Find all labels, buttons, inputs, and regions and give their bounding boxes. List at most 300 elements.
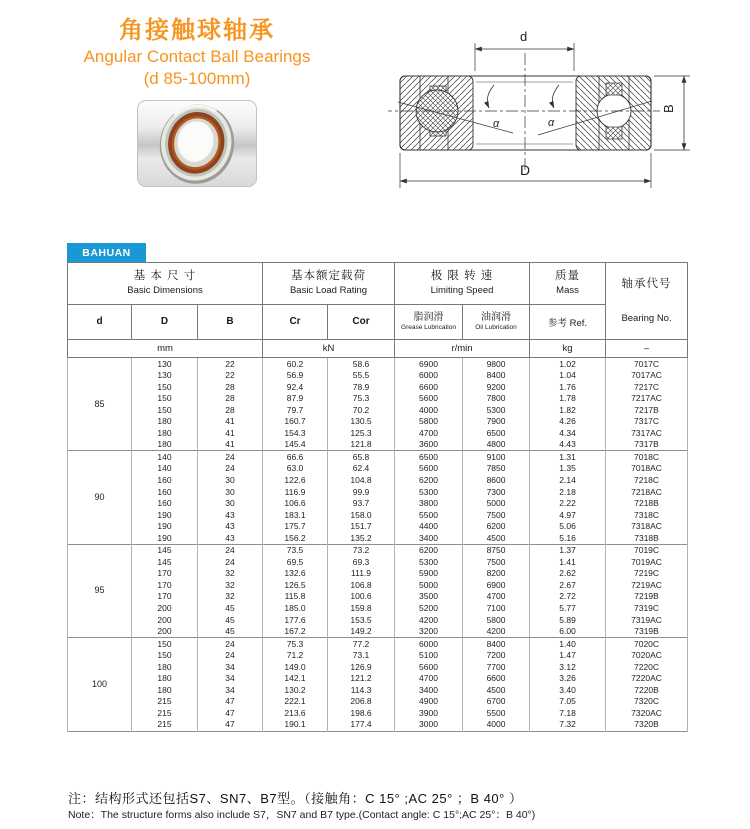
cell: 126.5	[263, 579, 328, 591]
bearing-no-cn: 轴承代号	[621, 278, 672, 290]
col-group-mass	[530, 263, 606, 305]
cell: 3.26	[530, 673, 606, 685]
cell: 177.6	[263, 614, 328, 626]
cell: 180	[132, 684, 198, 696]
cell: 1.40	[530, 638, 606, 650]
cell: 65.8	[328, 451, 395, 463]
cell: 55.5	[328, 370, 395, 382]
col-oil	[463, 304, 530, 339]
cell: 150	[132, 638, 198, 650]
cell: 8600	[463, 474, 530, 486]
table-row	[68, 626, 688, 638]
page-title-size-range: (d 85-100mm)	[143, 69, 251, 88]
table-row	[68, 451, 688, 463]
cell: 6600	[463, 673, 530, 685]
cell: 73.5	[263, 544, 328, 556]
cell: 130	[132, 370, 198, 382]
table-row	[68, 591, 688, 603]
cell: 6000	[395, 638, 463, 650]
table-row	[68, 463, 688, 475]
d-group-label: 85	[68, 358, 132, 451]
cell: 7318B	[606, 532, 688, 544]
col-d: d	[68, 304, 132, 339]
cell: 34	[198, 684, 263, 696]
cell: 1.37	[530, 544, 606, 556]
bearing-no-en: Bearing No.	[621, 313, 672, 324]
cell: 7317C	[606, 416, 688, 428]
cell: 28	[198, 381, 263, 393]
cell: 5300	[395, 486, 463, 498]
cell: 7019AC	[606, 556, 688, 568]
col-D: D	[132, 304, 198, 339]
cell: 56.9	[263, 370, 328, 382]
cell: 154.3	[263, 427, 328, 439]
dim-label-B: B	[661, 104, 676, 113]
cell: 116.9	[263, 486, 328, 498]
cell: 5900	[395, 568, 463, 580]
cell: 7017C	[606, 358, 688, 370]
cell: 222.1	[263, 696, 328, 708]
cell: 7220B	[606, 684, 688, 696]
oil-en: Oil Lubrication	[475, 323, 517, 331]
cell: 1.41	[530, 556, 606, 568]
cell: 3400	[395, 684, 463, 696]
cell: 3000	[395, 719, 463, 731]
cell: 78.9	[328, 381, 395, 393]
cell: 215	[132, 719, 198, 731]
cell: 4.97	[530, 509, 606, 521]
cell: 7319AC	[606, 614, 688, 626]
cell: 3600	[395, 439, 463, 451]
cell: 4700	[395, 427, 463, 439]
cell: 22	[198, 358, 263, 370]
cell: 4200	[463, 626, 530, 638]
cell: 142.1	[263, 673, 328, 685]
cell: 190	[132, 532, 198, 544]
mass-en: Mass	[556, 285, 579, 297]
table-row	[68, 404, 688, 416]
cell: 9800	[463, 358, 530, 370]
cell: 99.9	[328, 486, 395, 498]
cell: 7320B	[606, 719, 688, 731]
table-row	[68, 532, 688, 544]
cell: 145	[132, 544, 198, 556]
d-group-label: 100	[68, 638, 132, 731]
table-row	[68, 638, 688, 650]
cell: 92.4	[263, 381, 328, 393]
cell: 7500	[463, 509, 530, 521]
cell: 150	[132, 650, 198, 662]
unit-mm: mm	[68, 340, 263, 358]
cell: 7200	[463, 650, 530, 662]
cell: 71.2	[263, 650, 328, 662]
table-row	[68, 521, 688, 533]
cell: 7850	[463, 463, 530, 475]
cell: 47	[198, 707, 263, 719]
cell: 7320C	[606, 696, 688, 708]
cell: 6.00	[530, 626, 606, 638]
cell: 190	[132, 509, 198, 521]
cell: 43	[198, 532, 263, 544]
d-group-label: 95	[68, 544, 132, 637]
cell: 190	[132, 521, 198, 533]
unit-kn: kN	[263, 340, 395, 358]
table-group-header-row	[68, 263, 688, 305]
oil-cn: 油润滑	[481, 311, 512, 323]
table-row	[68, 602, 688, 614]
cell: 4000	[463, 719, 530, 731]
table-row	[68, 684, 688, 696]
note-cn: 注：结构形式还包括S7、SN7、B7型。（接触角：C 15° ;AC 25° ；B 40° ）	[68, 791, 523, 806]
cell: 1.31	[530, 451, 606, 463]
cell: 2.62	[530, 568, 606, 580]
basic-dimensions-en: Basic Dimensions	[127, 285, 203, 297]
cell: 6200	[463, 521, 530, 533]
cell: 7217AC	[606, 393, 688, 405]
grease-en: Grease Lubrication	[401, 323, 456, 331]
cell: 151.7	[328, 521, 395, 533]
col-B: B	[198, 304, 263, 339]
cell: 7218AC	[606, 486, 688, 498]
cell: 47	[198, 696, 263, 708]
cell: 111.9	[328, 568, 395, 580]
cell: 22	[198, 370, 263, 382]
dim-label-D: D	[520, 162, 531, 178]
cell: 24	[198, 451, 263, 463]
cell: 8400	[463, 638, 530, 650]
cell: 3.12	[530, 661, 606, 673]
cell: 177.4	[328, 719, 395, 731]
cell: 7300	[463, 486, 530, 498]
cell: 47	[198, 719, 263, 731]
table-row	[68, 707, 688, 719]
cell: 140	[132, 463, 198, 475]
table-row	[68, 439, 688, 451]
table-units-row	[68, 340, 688, 358]
cell: 45	[198, 614, 263, 626]
cell: 3900	[395, 707, 463, 719]
cell: 215	[132, 707, 198, 719]
limiting-speed-cn: 极 限 转 速	[430, 270, 494, 283]
cell: 130.5	[328, 416, 395, 428]
cell: 190.1	[263, 719, 328, 731]
cell: 170	[132, 568, 198, 580]
cell: 2.67	[530, 579, 606, 591]
cell: 63.0	[263, 463, 328, 475]
cell: 32	[198, 568, 263, 580]
cell: 7500	[463, 556, 530, 568]
cell: 150	[132, 381, 198, 393]
cell: 104.8	[328, 474, 395, 486]
cell: 8750	[463, 544, 530, 556]
cell: 4500	[463, 532, 530, 544]
cell: 3800	[395, 498, 463, 510]
cell: 4200	[395, 614, 463, 626]
cell: 6200	[395, 474, 463, 486]
cell: 200	[132, 602, 198, 614]
cell: 5600	[395, 463, 463, 475]
col-ref: 参考 Ref.	[530, 304, 606, 339]
cell: 1.78	[530, 393, 606, 405]
cell: 7.32	[530, 719, 606, 731]
cell: 4800	[463, 439, 530, 451]
cell: 7318C	[606, 509, 688, 521]
cell: 7217C	[606, 381, 688, 393]
page-title-en: Angular Contact Ball Bearings	[83, 47, 311, 66]
cell: 4.43	[530, 439, 606, 451]
cell: 7220C	[606, 661, 688, 673]
table-row	[68, 486, 688, 498]
cell: 132.6	[263, 568, 328, 580]
cell: 4.26	[530, 416, 606, 428]
cell: 77.2	[328, 638, 395, 650]
table-row	[68, 393, 688, 405]
cell: 3500	[395, 591, 463, 603]
unit-dash: –	[606, 340, 688, 358]
d-group-label: 90	[68, 451, 132, 544]
cell: 5000	[463, 498, 530, 510]
cell: 24	[198, 638, 263, 650]
cell: 130.2	[263, 684, 328, 696]
cell: 121.8	[328, 439, 395, 451]
cell: 7319B	[606, 626, 688, 638]
cell: 28	[198, 393, 263, 405]
cell: 180	[132, 416, 198, 428]
cell: 5.16	[530, 532, 606, 544]
table-row	[68, 673, 688, 685]
cell: 1.82	[530, 404, 606, 416]
cell: 1.76	[530, 381, 606, 393]
table-row	[68, 719, 688, 731]
cell: 215	[132, 696, 198, 708]
cell: 7219AC	[606, 579, 688, 591]
cell: 180	[132, 673, 198, 685]
table-row	[68, 579, 688, 591]
cell: 2.14	[530, 474, 606, 486]
cell: 3.40	[530, 684, 606, 696]
cell: 87.9	[263, 393, 328, 405]
cell: 75.3	[263, 638, 328, 650]
cell: 149.0	[263, 661, 328, 673]
table-sub-header-row	[68, 304, 688, 339]
cell: 7317B	[606, 439, 688, 451]
cell: 106.6	[263, 498, 328, 510]
cell: 7317AC	[606, 427, 688, 439]
cell: 5800	[395, 416, 463, 428]
cell: 7217B	[606, 404, 688, 416]
col-cr: Cr	[263, 304, 328, 339]
table-row	[68, 696, 688, 708]
cell: 24	[198, 463, 263, 475]
cell: 7018C	[606, 451, 688, 463]
bearing-photo-image	[138, 101, 256, 186]
cell: 114.3	[328, 684, 395, 696]
table-row	[68, 661, 688, 673]
cell: 180	[132, 427, 198, 439]
brand-label: BAHUAN	[82, 246, 131, 259]
alpha-label-left: α	[493, 118, 500, 130]
cell: 5300	[395, 556, 463, 568]
cell: 24	[198, 544, 263, 556]
cell: 6000	[395, 370, 463, 382]
table-row	[68, 544, 688, 556]
table-row	[68, 614, 688, 626]
bearing-photo	[137, 100, 257, 187]
cell: 5.89	[530, 614, 606, 626]
cell: 6700	[463, 696, 530, 708]
cell: 200	[132, 614, 198, 626]
cell: 156.2	[263, 532, 328, 544]
cell: 6500	[463, 427, 530, 439]
cell: 6200	[395, 544, 463, 556]
cell: 3400	[395, 532, 463, 544]
col-group-bearing-no	[606, 263, 688, 340]
cell: 93.7	[328, 498, 395, 510]
cell: 159.8	[328, 602, 395, 614]
cell: 45	[198, 626, 263, 638]
cell: 7100	[463, 602, 530, 614]
cell: 135.2	[328, 532, 395, 544]
cell: 100.6	[328, 591, 395, 603]
cell: 7020C	[606, 638, 688, 650]
dim-label-d: d	[520, 29, 528, 44]
table-row	[68, 416, 688, 428]
cell: 5100	[395, 650, 463, 662]
cell: 2.72	[530, 591, 606, 603]
cell: 4400	[395, 521, 463, 533]
mass-cn: 质量	[555, 270, 581, 283]
cell: 4.34	[530, 427, 606, 439]
cell: 7019C	[606, 544, 688, 556]
note-en: Note：The structure forms also include S7，SN7 and B7 type.(Contact angle: C 15°;AC 25°：B 40°)	[68, 809, 536, 821]
table-row	[68, 358, 688, 370]
cell: 5600	[395, 393, 463, 405]
cell: 149.2	[328, 626, 395, 638]
cell: 58.6	[328, 358, 395, 370]
cell: 160	[132, 498, 198, 510]
cell: 7800	[463, 393, 530, 405]
cell: 206.8	[328, 696, 395, 708]
cell: 7017AC	[606, 370, 688, 382]
cell: 180	[132, 661, 198, 673]
cell: 70.2	[328, 404, 395, 416]
cell: 130	[132, 358, 198, 370]
cell: 167.2	[263, 626, 328, 638]
cell: 121.2	[328, 673, 395, 685]
grease-cn: 脂润滑	[413, 311, 444, 323]
cell: 73.1	[328, 650, 395, 662]
cell: 6900	[395, 358, 463, 370]
cell: 175.7	[263, 521, 328, 533]
title-block	[47, 18, 347, 90]
cell: 7218C	[606, 474, 688, 486]
cell: 60.2	[263, 358, 328, 370]
cell: 145.4	[263, 439, 328, 451]
cell: 79.7	[263, 404, 328, 416]
cell: 150	[132, 404, 198, 416]
cell: 180	[132, 439, 198, 451]
cell: 7018AC	[606, 463, 688, 475]
cell: 150	[132, 393, 198, 405]
cell: 160	[132, 486, 198, 498]
cell: 170	[132, 579, 198, 591]
table-row	[68, 498, 688, 510]
cell: 4700	[395, 673, 463, 685]
cell: 160	[132, 474, 198, 486]
cell: 7220AC	[606, 673, 688, 685]
cell: 1.35	[530, 463, 606, 475]
cell: 43	[198, 521, 263, 533]
cell: 125.3	[328, 427, 395, 439]
cell: 183.1	[263, 509, 328, 521]
cell: 30	[198, 498, 263, 510]
cell: 7.18	[530, 707, 606, 719]
cell: 7319C	[606, 602, 688, 614]
cell: 5300	[463, 404, 530, 416]
cell: 32	[198, 579, 263, 591]
cell: 7219C	[606, 568, 688, 580]
cell: 24	[198, 556, 263, 568]
limiting-speed-en: Limiting Speed	[430, 285, 494, 297]
cell: 8200	[463, 568, 530, 580]
cell: 7318AC	[606, 521, 688, 533]
cell: 106.8	[328, 579, 395, 591]
cell: 200	[132, 626, 198, 638]
cell: 7900	[463, 416, 530, 428]
cell: 43	[198, 509, 263, 521]
cell: 4000	[395, 404, 463, 416]
cell: 41	[198, 416, 263, 428]
cell: 41	[198, 427, 263, 439]
cell: 115.8	[263, 591, 328, 603]
cell: 30	[198, 486, 263, 498]
cell: 75.3	[328, 393, 395, 405]
cell: 7020AC	[606, 650, 688, 662]
cell: 7320AC	[606, 707, 688, 719]
cell: 34	[198, 661, 263, 673]
cell: 170	[132, 591, 198, 603]
cell: 5200	[395, 602, 463, 614]
col-cor: Cor	[328, 304, 395, 339]
cell: 41	[198, 439, 263, 451]
cell: 7.05	[530, 696, 606, 708]
cell: 160.7	[263, 416, 328, 428]
cell: 1.47	[530, 650, 606, 662]
cell: 2.22	[530, 498, 606, 510]
cell: 7700	[463, 661, 530, 673]
cell: 5500	[395, 509, 463, 521]
cell: 69.5	[263, 556, 328, 568]
cell: 198.6	[328, 707, 395, 719]
cell: 7219B	[606, 591, 688, 603]
load-rating-cn: 基本额定载荷	[291, 270, 366, 283]
cell: 5.06	[530, 521, 606, 533]
col-group-load-rating	[263, 263, 395, 305]
brand-tab	[67, 243, 146, 262]
unit-rmin: r/min	[395, 340, 530, 358]
cell: 185.0	[263, 602, 328, 614]
cell: 6500	[395, 451, 463, 463]
cell: 140	[132, 451, 198, 463]
cell: 4700	[463, 591, 530, 603]
cell: 153.5	[328, 614, 395, 626]
cell: 45	[198, 602, 263, 614]
cell: 158.0	[328, 509, 395, 521]
cell: 3200	[395, 626, 463, 638]
table-body	[68, 358, 688, 732]
cell: 5600	[395, 661, 463, 673]
cell: 30	[198, 474, 263, 486]
